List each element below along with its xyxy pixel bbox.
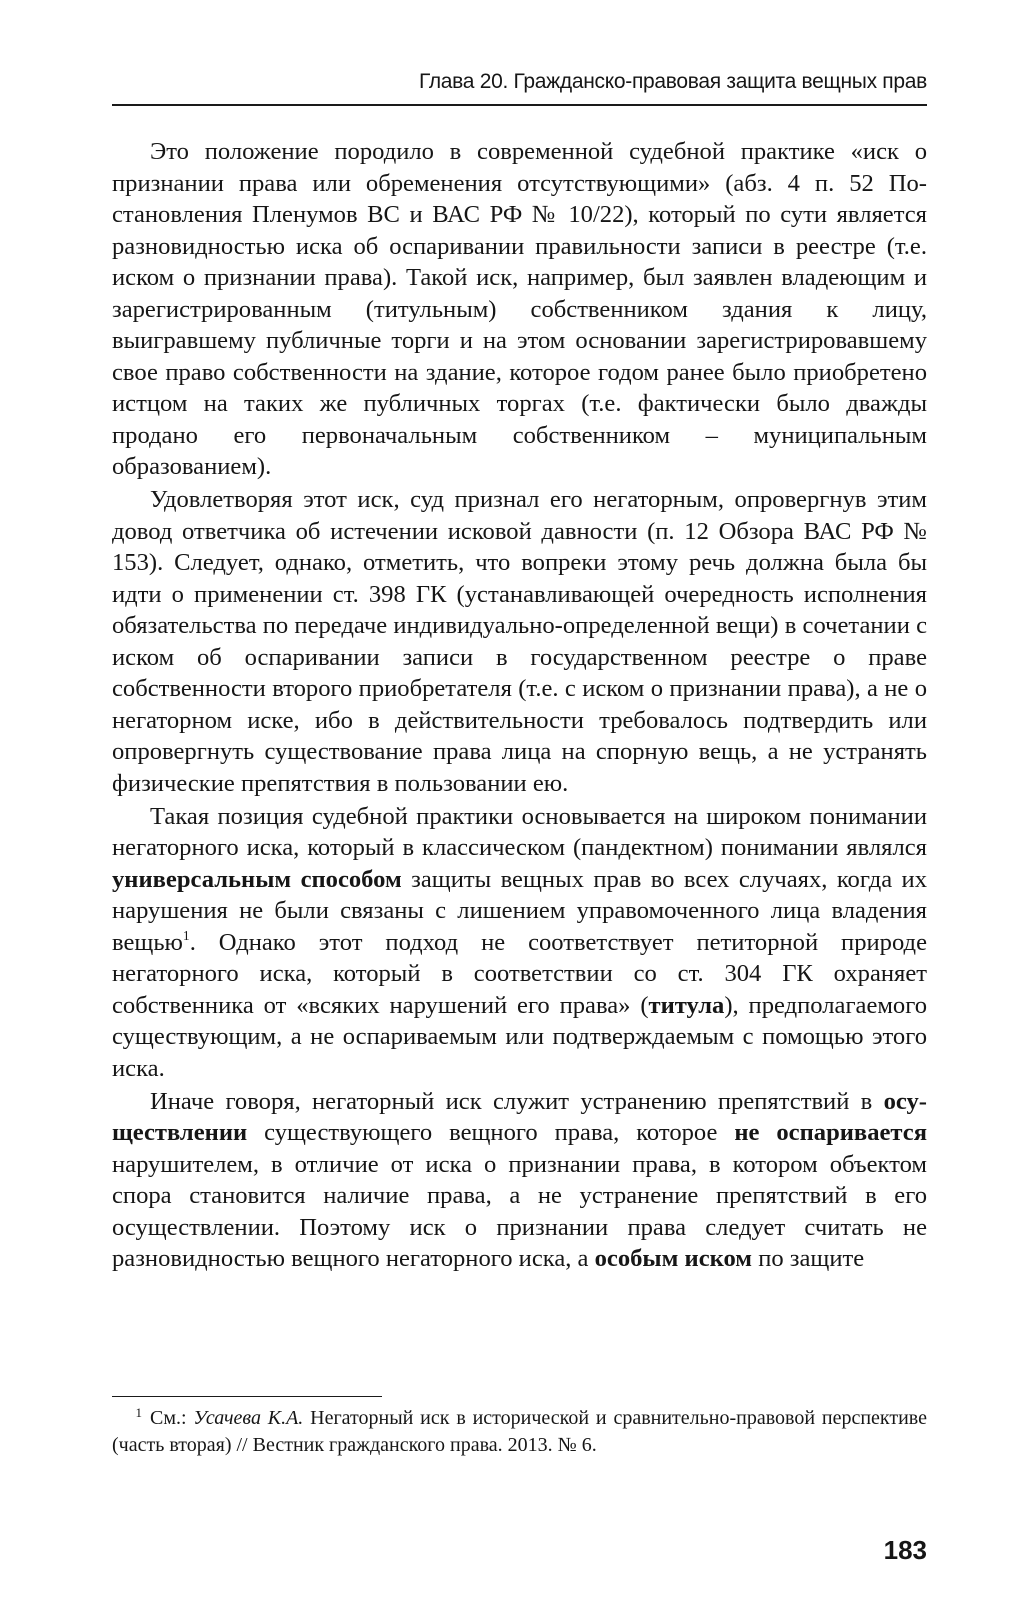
running-header: Глава 20. Гражданско-правовая защита вещных прав bbox=[418, 70, 927, 93]
paragraph-4-text-4: по защите bbox=[752, 1245, 865, 1272]
main-text bbox=[112, 136, 927, 1275]
paragraph-3-text-3: . Однако этот подход не соответствует петиторной природе негаторного иска, который в соответствии со ст. 304 ГК охраняет собственника от «всяких нарушений его права» ( bbox=[112, 928, 927, 1019]
paragraph-4-text-2: существующего вещного права, которое bbox=[247, 1119, 735, 1146]
bold-term-not-disputed: не оспаривается bbox=[734, 1119, 928, 1146]
paragraph-3-text-4: ), предполагаемого существующим, а не оспариваемым или подтверждаемым с помощью этого иска. bbox=[112, 991, 927, 1082]
footnote-divider bbox=[112, 1396, 382, 1397]
paragraph-3-text-1: Такая позиция судебной практики основывается на широком понимании негаторного иска, который в классическом (пандектном) понимании являлся bbox=[112, 802, 927, 861]
paragraph-3 bbox=[112, 801, 927, 1085]
bold-term-title: титула bbox=[648, 991, 725, 1019]
footnote-reference[interactable]: 1 bbox=[182, 927, 190, 943]
footnote-author: Усачева К.А. bbox=[193, 1407, 304, 1429]
footnote: 1 См.: Усачева К.А. Негаторный иск в исторической и сравнительно-правовой перспективе (часть вторая) // Вестник гражданского права. 2013. № 6. bbox=[112, 1405, 927, 1456]
page-number: 183 bbox=[883, 1535, 927, 1565]
paragraph-4-text-1: Иначе говоря, негаторный иск служит устранению препятствий в bbox=[150, 1087, 884, 1115]
paragraph-2: Удовлетворяя этот иск, суд признал его негаторным, опровергнув этим довод ответчика об истечении исковой давности (п. 12 Обзора ВАС РФ № 153). Следует, однако, отметить, что вопреки этому речь должна была бы идти о применении ст. 398 ГК (устанавливающей очередность исполнения обязательства по передаче индивидуально-определенной вещи) в сочетании с иском об оспаривании записи в государственном реестре о праве собственности второго приобретателя (т.е. с иском о признании права), а не о негаторном иске, ибо в действительности требовалось подтвердить или опровергнуть существование права лица на спорную вещь, а не устранять физические препятствия в пользовании ею. bbox=[112, 486, 927, 797]
paragraph-3-text-2: защиты вещных прав во всех случаях, когда их нарушения не были связаны с лишением управомоченного лица владения вещью bbox=[112, 865, 927, 956]
paragraph-4-text-3: нарушителем, в отличие от иска о признании права, в котором объектом спора становится наличие права, а не устранение препятствий в его осуществлении. Поэтому иск о признании права следует считать не разновидностью вещного негаторного иска, а bbox=[112, 1150, 927, 1272]
header-divider bbox=[112, 104, 927, 106]
paragraph-1: Это положение породило в современной судебной практике «иск о признании права или обременения отсутствующими» (абз. 4 п. 52 Постановления Пленумов ВС и ВАС РФ № 10/22), который по сути является разновидностью иска об оспаривании правильности записи в реестре (т.е. иском о признании права). Такой иск, например, был заявлен владеющим и зарегистрированным (титульным) собственником здания к лицу, выигравшему публичные торги и на этом основании зарегистрировавшему свое право собственности на здание, которое годом ранее было приобретено истцом на таких же публичных торгах (т.е. фактически было дважды продано его первоначальным собственником – муниципальным образованием). bbox=[112, 138, 927, 480]
paragraph-4 bbox=[112, 1086, 927, 1275]
bold-term-exercise: осуществлении bbox=[112, 1087, 927, 1146]
footnote-prefix: См.: bbox=[150, 1407, 194, 1429]
bold-term-special-claim: особым иском bbox=[594, 1245, 753, 1272]
footnote-text: Негаторный иск в исторической и сравнительно-правовой перспективе (часть вторая) // Вестник гражданского права. 2013. № 6. bbox=[112, 1407, 927, 1456]
bold-term-universal-method: универсальным способом bbox=[112, 865, 402, 893]
